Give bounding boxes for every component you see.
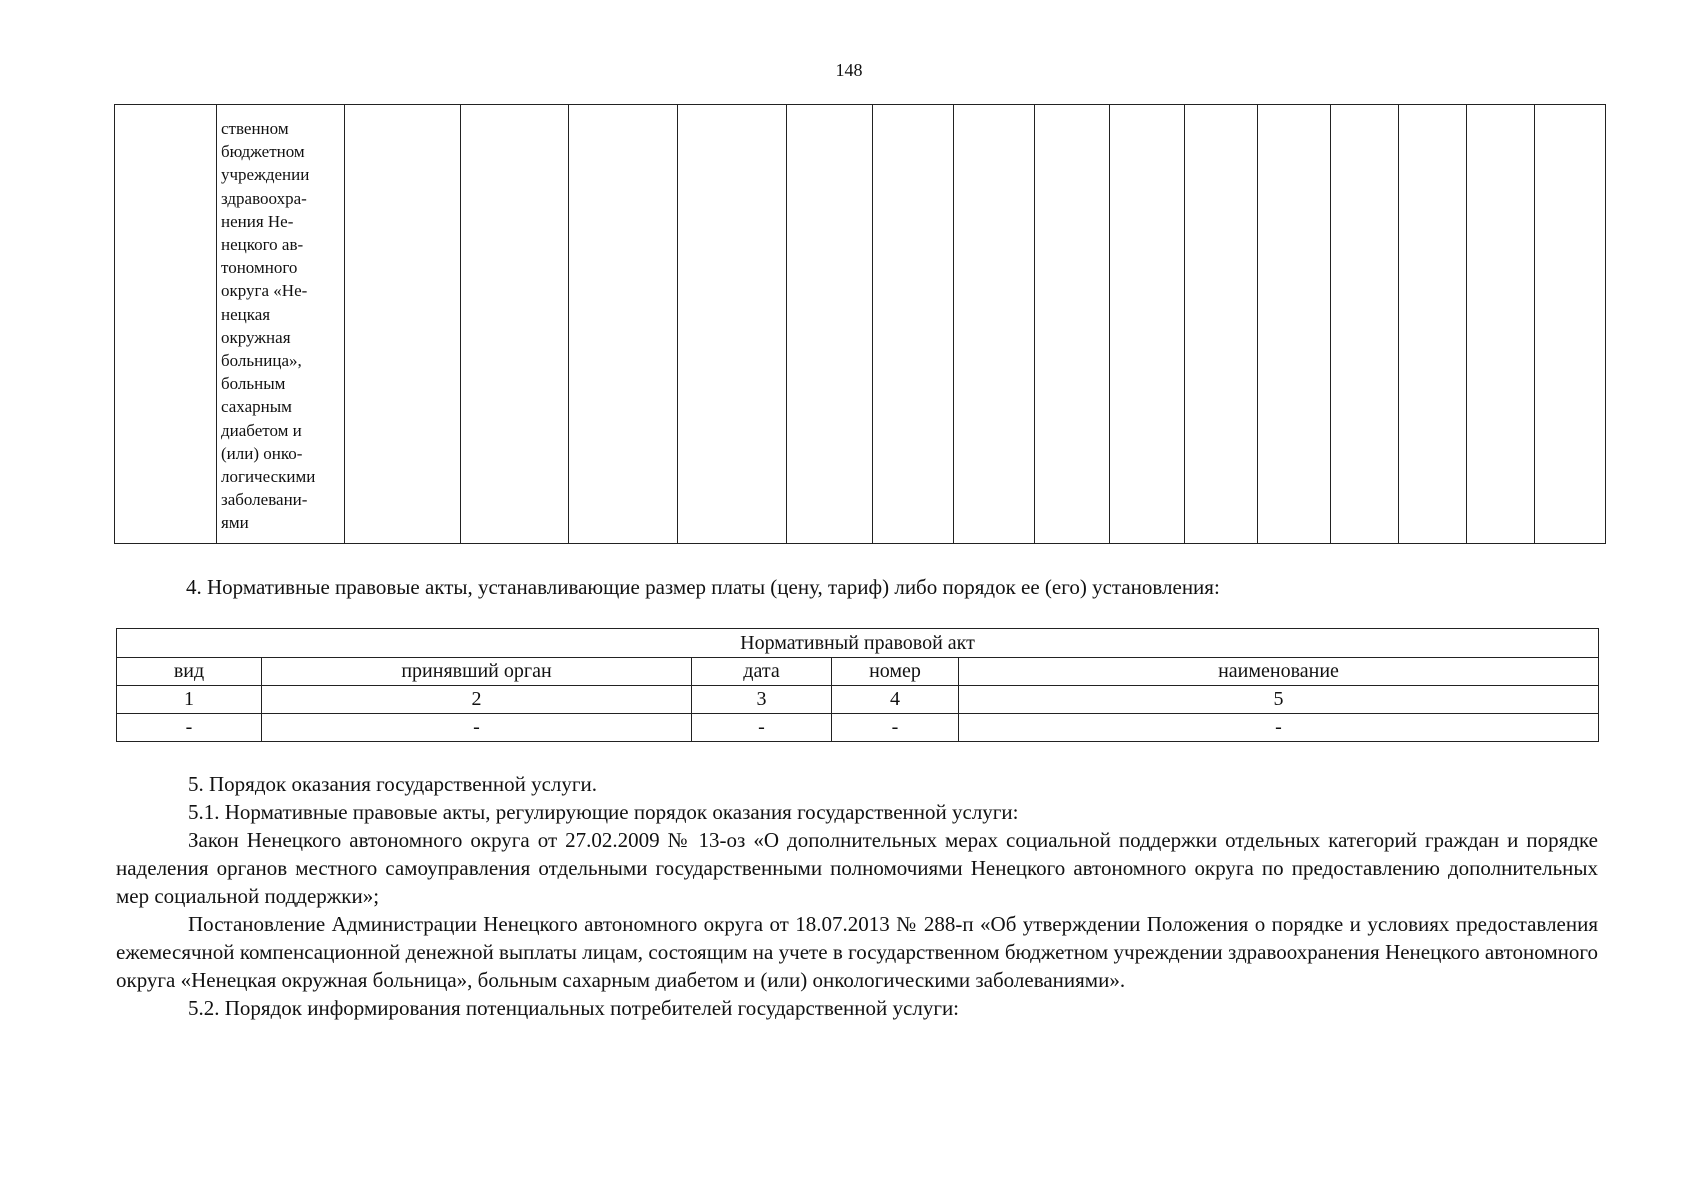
group-header-cell: Нормативный правовой акт — [117, 629, 1599, 658]
section-5-heading: 5. Порядок оказания государственной услуги. — [188, 772, 597, 796]
table-cell — [954, 105, 1035, 544]
cell-text-line: бюджетном — [221, 142, 305, 162]
table-header-row — [117, 629, 1599, 658]
table-cell — [1467, 105, 1535, 544]
column-header: номер — [832, 658, 959, 686]
cell-text-line: ственном — [221, 119, 289, 138]
table-cell — [569, 105, 678, 544]
column-header: вид — [117, 658, 262, 686]
table-cell — [115, 105, 217, 544]
table-cell: - — [959, 714, 1599, 742]
cell-text-line: здравоохра- — [221, 188, 307, 208]
table-cell — [1535, 105, 1606, 544]
table-cell — [873, 105, 954, 544]
column-number: 2 — [262, 686, 692, 714]
column-number-row — [117, 686, 1599, 714]
cell-text-line: ями — [221, 513, 249, 533]
section-5-text — [116, 770, 1598, 1022]
column-header: дата — [692, 658, 832, 686]
table-cell — [678, 105, 787, 544]
table-cell — [345, 105, 461, 544]
table-cell — [1258, 105, 1331, 544]
continuation-table — [114, 104, 1606, 544]
table-cell: - — [117, 714, 262, 742]
cell-text-line: больным — [221, 374, 286, 394]
service-recipient-cell — [217, 105, 345, 544]
table-cell — [1185, 105, 1258, 544]
resolution-paragraph: Постановление Администрации Ненецкого автономного округа от 18.07.2013 № 288-п «Об утверждении Положения о порядке и условиях предоставления ежемесячной компенсационной денежной выплаты лицам, состоящим на учете в государственном бюджетном учреждении здравоохранения Ненецкого автономного округа «Ненецкая окружная больница», больным сахарным диабетом и (или) онкологическими заболеваниями». — [116, 912, 1598, 992]
table-row — [115, 105, 1606, 544]
cell-text-line: окружная — [221, 327, 291, 347]
section-5-1-heading: 5.1. Нормативные правовые акты, регулирующие порядок оказания государственной услуги: — [188, 800, 1019, 824]
column-header: наименование — [959, 658, 1599, 686]
cell-text-line: сахарным — [221, 397, 292, 417]
table-cell — [461, 105, 569, 544]
cell-text-line: диабетом и — [221, 420, 302, 440]
cell-text-line: больница», — [221, 351, 302, 371]
table-cell — [787, 105, 873, 544]
column-header: принявший орган — [262, 658, 692, 686]
cell-text-line: заболевани- — [221, 490, 308, 510]
column-number: 5 — [959, 686, 1599, 714]
table-header-row — [117, 658, 1599, 686]
column-number: 1 — [117, 686, 262, 714]
column-number: 3 — [692, 686, 832, 714]
section-5-2-heading: 5.2. Порядок информирования потенциальных потребителей государственной услуги: — [188, 996, 960, 1020]
table-row — [117, 714, 1599, 742]
column-number: 4 — [832, 686, 959, 714]
cell-text-line: нения Не- — [221, 211, 294, 231]
table-cell — [1399, 105, 1467, 544]
cell-text-line: округа «Не- — [221, 281, 308, 301]
cell-text-line: учреждении — [221, 165, 310, 185]
table-cell: - — [692, 714, 832, 742]
cell-text-line: нецкая — [221, 304, 271, 324]
cell-text-line: (или) онко- — [221, 443, 303, 463]
page-number: 148 — [835, 60, 863, 80]
table-cell — [1331, 105, 1399, 544]
law-paragraph: Закон Ненецкого автономного округа от 27.02.2009 № 13-оз «О дополнительных мерах социальной поддержки отдельных категорий граждан и порядке наделения органов местного самоуправления отдельными государственными полномочиями Ненецкого автономного округа по предоставлению дополнительных мер социальной поддержки»; — [116, 828, 1598, 908]
table-cell — [1110, 105, 1185, 544]
table-cell — [1035, 105, 1110, 544]
table-cell: - — [262, 714, 692, 742]
cell-text-line: тономного — [221, 258, 298, 278]
cell-text-line: нецкого ав- — [221, 235, 304, 255]
cell-text-line: логическими — [221, 467, 316, 487]
table-cell: - — [832, 714, 959, 742]
fee-regulation-table — [116, 628, 1599, 742]
section-4-heading: 4. Нормативные правовые акты, устанавливающие размер платы (цену, тариф) либо порядок ее (его) установления: — [186, 575, 1220, 599]
